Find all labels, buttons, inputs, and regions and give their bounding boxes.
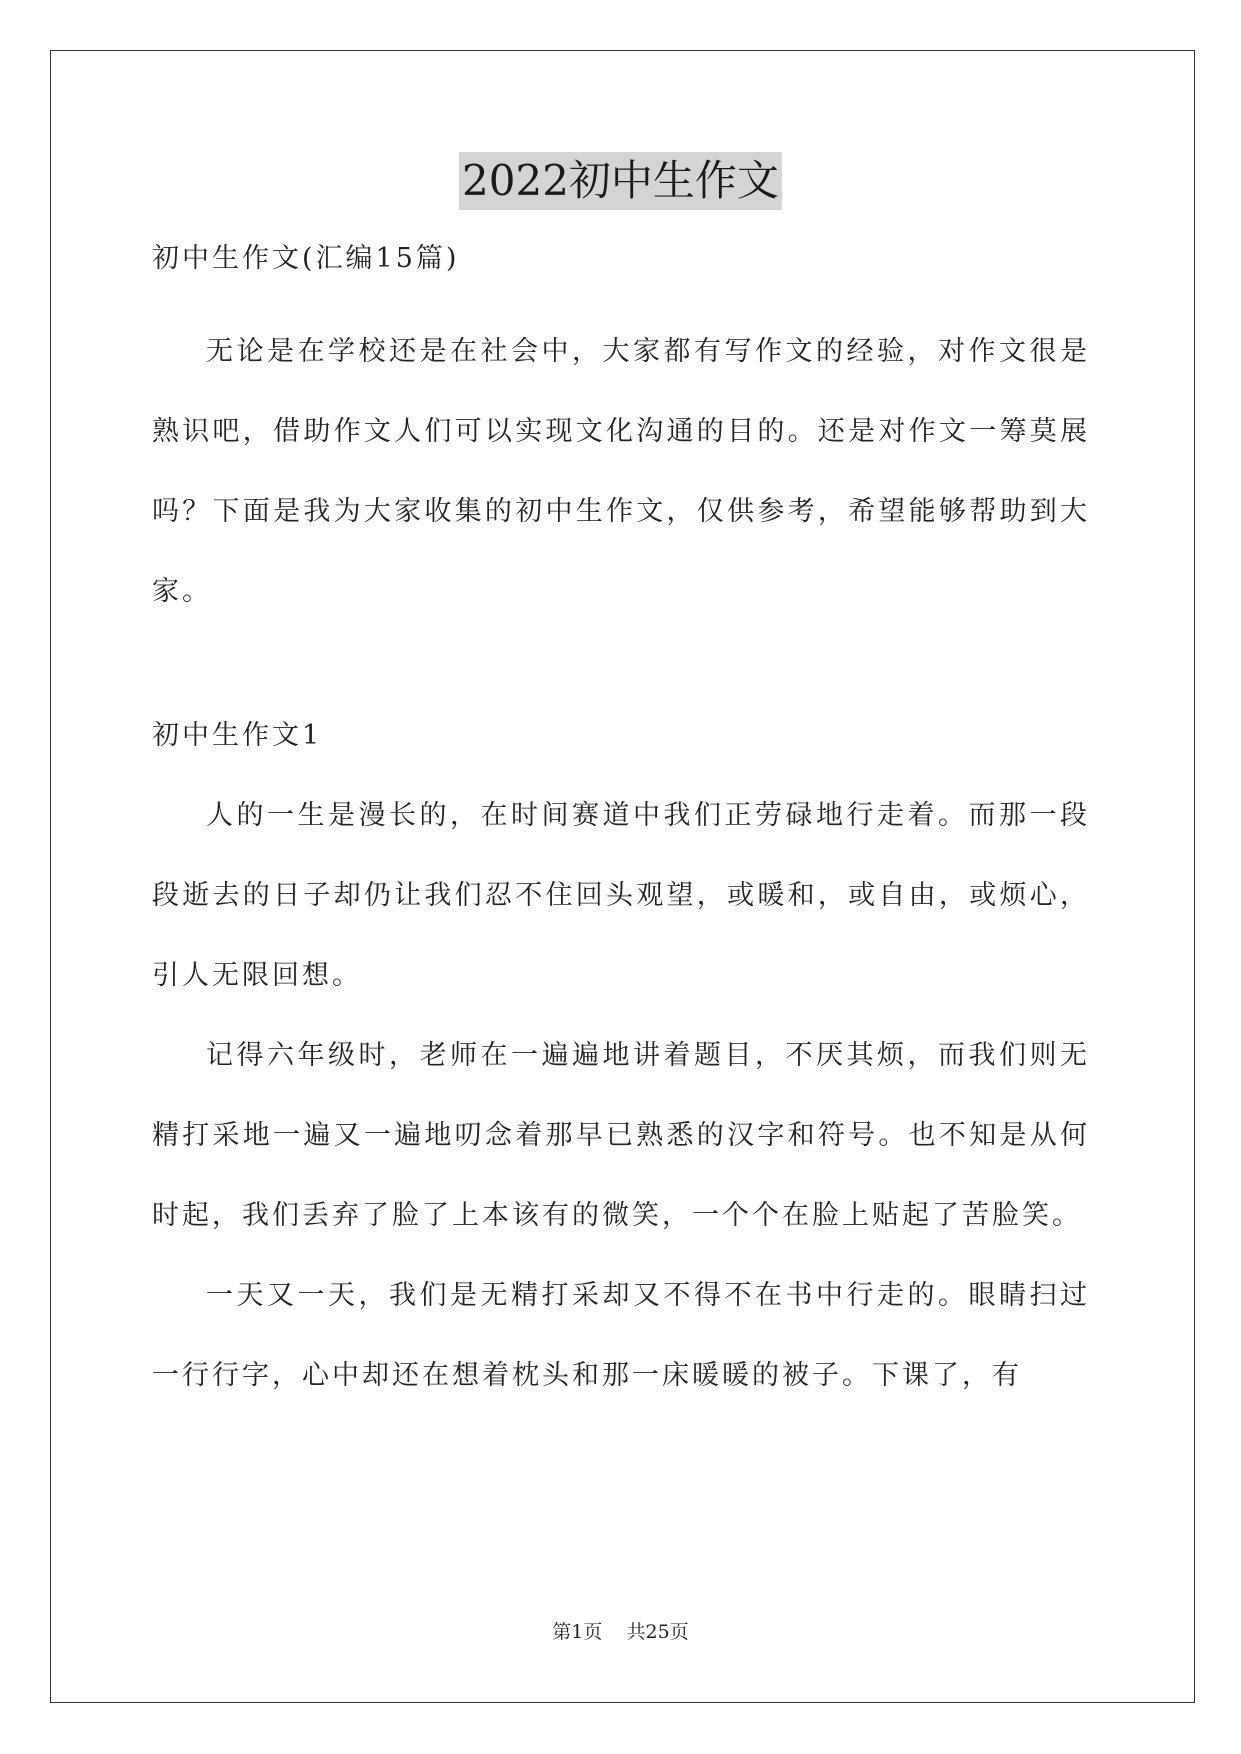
- document-title: 2022初中生作文: [459, 152, 782, 210]
- body-paragraph: 一天又一天，我们是无精打采却又不得不在书中行走的。眼睛扫过一行行字，心中却还在想着枕头和那一床暖暖的被子。下课了，有: [152, 1280, 1090, 1391]
- intro-paragraph: 无论是在学校还是在社会中，大家都有写作文的经验，对作文很是熟识吧，借助作文人们可以实现文化沟通的目的。还是对作文一筹莫展吗？下面是我为大家收集的初中生作文，仅供参考，希望能够帮助到大家。: [152, 336, 1090, 607]
- document-subtitle: 初中生作文(汇编15篇): [152, 243, 460, 274]
- section-heading: 初中生作文1: [152, 720, 323, 751]
- document-body: [152, 232, 1090, 1416]
- page-footer: [0, 1617, 1241, 1644]
- body-paragraph: 人的一生是漫长的，在时间赛道中我们正劳碌地行走着。而那一段段逝去的日子却仍让我们忍不住回头观望，或暖和，或自由，或烦心，引人无限回想。: [152, 800, 1090, 991]
- page-total: 共25页: [626, 1621, 689, 1643]
- body-paragraph: 记得六年级时，老师在一遍遍地讲着题目，不厌其烦，而我们则无精打采地一遍又一遍地叨念着那早已熟悉的汉字和符号。也不知是从何时起，我们丢弃了脸了上本该有的微笑，一个个在脸上贴起了苦脸笑。: [152, 1040, 1090, 1231]
- page-number: 第1页: [552, 1621, 603, 1643]
- title-container: [0, 152, 1241, 210]
